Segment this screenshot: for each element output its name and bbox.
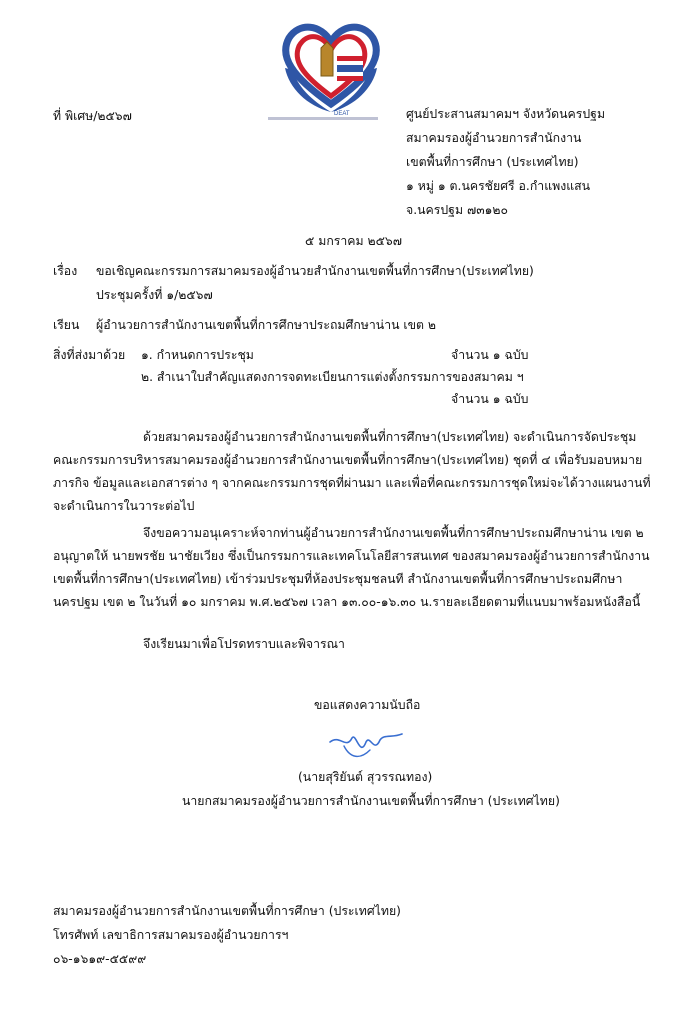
subject-line-1: ขอเชิญคณะกรรมการสมาคมรองผู้อำนวยสำนักงานเขตพื้นที่การศึกษา(ประเทศไทย) — [96, 264, 534, 278]
body-paragraph-3: จึงเรียนมาเพื่อโปรดทราบและพิจารณา — [143, 637, 345, 651]
logo-caption — [268, 117, 378, 120]
paragraph-line: จะดำเนินการในวาระต่อไป — [53, 499, 195, 513]
logo-flag-red-stripe — [337, 56, 363, 61]
closing-salutation: ขอแสดงความนับถือ — [314, 698, 421, 712]
footer-phone-number: ๐๖-๑๖๑๙-๕๕๙๙ — [53, 952, 147, 966]
enclosure-item-1: ๑. กำหนดการประชุม — [141, 348, 254, 362]
signatory-name: (นายสุริยันต์ สุวรรณทอง) — [298, 770, 433, 784]
footer-organization: สมาคมรองผู้อำนวยการสำนักงานเขตพื้นที่การศึกษา (ประเทศไทย) — [53, 904, 401, 918]
signature-image — [326, 728, 406, 764]
enclosure-item-2: ๒. สำเนาใบสำคัญแสดงการจดทะเบียนการแต่งตั้งกรรมการของสมาคม ฯ — [141, 370, 524, 384]
address-line: สมาคมรองผู้อำนวยการสำนักงาน — [406, 131, 582, 145]
enclosures-label: สิ่งที่ส่งมาด้วย — [53, 348, 126, 362]
subject-label: เรื่อง — [53, 264, 78, 278]
logo-crown-icon — [321, 42, 333, 76]
paragraph-line: จึงขอความอนุเคราะห์จากท่านผู้อำนวยการสำนักงานเขตพื้นที่การศึกษาประถมศึกษาน่าน เขต ๒ — [143, 526, 644, 540]
document-date: ๕ มกราคม ๒๕๖๗ — [305, 234, 402, 248]
enclosure-item-2-qty: จำนวน ๑ ฉบับ — [451, 392, 529, 406]
paragraph-line: เขตพื้นที่การศึกษา(ประเทศไทย) เข้าร่วมประชุมที่ห้องประชุมชลนที สำนักงานเขตพื้นที่การศึกษาประถมศึกษา — [53, 572, 623, 586]
recipient-label: เรียน — [53, 318, 80, 332]
paragraph-line: นครปฐม เขต ๒ ในวันที่ ๑๐ มกราคม พ.ศ.๒๕๖๗ เวลา ๑๓.๐๐-๑๖.๓๐ น.รายละเอียดตามที่แนบมาพร้อมหนังสือนี้ — [53, 595, 641, 609]
paragraph-line: ภารกิจ ข้อมูลและเอกสารต่าง ๆ จากคณะกรรมการชุดที่ผ่านมา และเพื่อที่คณะกรรมการชุดใหม่จะได้วางแผนงานที่ — [53, 476, 651, 490]
footer-phone-label: โทรศัพท์ เลขาธิการสมาคมรองผู้อำนวยการฯ — [53, 928, 289, 942]
paragraph-line: ด้วยสมาคมรองผู้อำนวยการสำนักงานเขตพื้นที่การศึกษา(ประเทศไทย) จะดำเนินการจัดประชุม — [143, 430, 637, 444]
paragraph-line: อนุญาตให้ นายพรชัย นาชัยเวียง ซึ่งเป็นกรรมการและเทคโนโลยีสารสนเทศ ของสมาคมรองผู้อำนวยการสำนักงาน — [53, 549, 650, 563]
address-line: ศูนย์ประสานสมาคมฯ จังหวัดนครปฐม — [406, 107, 606, 121]
address-line: จ.นครปฐม ๗๓๑๒๐ — [406, 203, 509, 217]
reference-number: ที่ พิเศษ/๒๕๖๗ — [53, 109, 132, 123]
body-paragraph-2 — [53, 526, 650, 618]
subject-line-2: ประชุมครั้งที่ ๑/๒๕๖๗ — [96, 288, 213, 302]
paragraph-line: คณะกรรมการบริหารสมาคมรองผู้อำนวยการสำนักงานเขตพื้นที่การศึกษา(ประเทศไทย) ชุดที่ ๔ เพื่อรับมอบหมาย — [53, 453, 643, 467]
recipient-text: ผู้อำนวยการสำนักงานเขตพื้นที่การศึกษาประถมศึกษาน่าน เขต ๒ — [96, 318, 437, 332]
logo-label: DEAT — [334, 111, 350, 116]
address-line: ๑ หมู่ ๑ ต.นครชัยศรี อ.กำแพงแสน — [406, 179, 591, 193]
logo-flag-white-stripe — [337, 61, 363, 65]
association-logo — [271, 16, 391, 116]
logo-flag-white-stripe-2 — [337, 72, 363, 76]
address-line: เขตพื้นที่การศึกษา (ประเทศไทย) — [406, 155, 579, 169]
sender-address — [406, 107, 605, 227]
body-paragraph-1 — [53, 430, 651, 522]
logo-flag-blue-stripe — [337, 65, 363, 72]
logo-flag-red-stripe-2 — [337, 76, 363, 81]
enclosure-item-1-qty: จำนวน ๑ ฉบับ — [451, 348, 529, 362]
signatory-title: นายกสมาคมรองผู้อำนวยการสำนักงานเขตพื้นที่การศึกษา (ประเทศไทย) — [182, 794, 560, 808]
